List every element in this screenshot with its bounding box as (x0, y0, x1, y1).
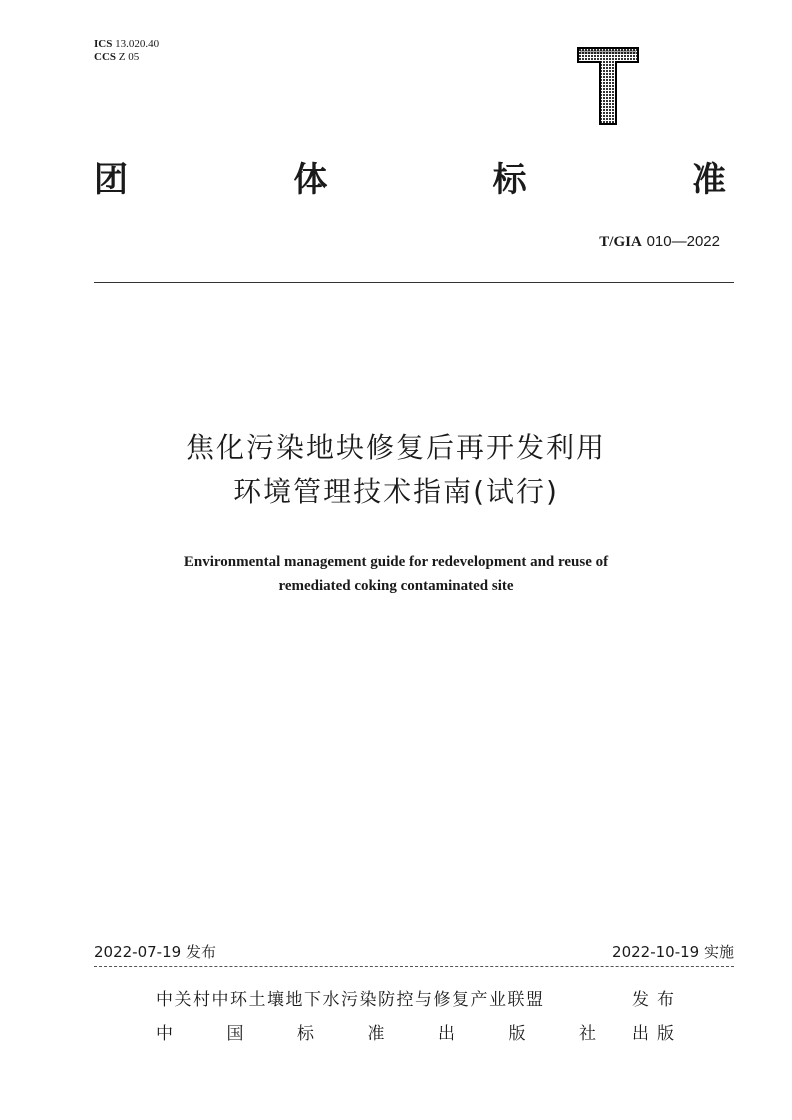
publish-date: 2022-07-19 发布 (94, 943, 216, 961)
standard-number (599, 231, 720, 252)
press-char: 出 (438, 1024, 455, 1044)
ccs-code: CCS Z 05 (94, 51, 140, 63)
issuer-action: 发布 (632, 990, 682, 1010)
standard-number-prefix: T/GIA (599, 234, 642, 250)
english-title-line-1: Environmental management guide for redevelopment and reuse of (183, 554, 609, 570)
ics-code: ICS 13.020.40 (94, 38, 160, 50)
bottom-divider (94, 966, 734, 967)
press-char: 准 (367, 1024, 385, 1044)
implementation-date: 2022-10-19 实施 (612, 943, 734, 961)
issuer-name: 中关村中环土壤地下水污染防控与修复产业联盟 (156, 990, 545, 1010)
chinese-title (0, 426, 792, 514)
press-char: 社 (579, 1024, 596, 1044)
press-char: 中 (156, 1024, 173, 1044)
standard-type-title (94, 160, 726, 200)
top-divider (94, 282, 734, 283)
standard-type-char: 准 (691, 160, 726, 200)
press-char: 版 (508, 1024, 526, 1044)
press-name (156, 1023, 596, 1045)
english-title (0, 550, 792, 598)
chinese-title-line-1: 焦化污染地块修复后再开发利用 (185, 431, 606, 464)
press-char: 国 (226, 1024, 244, 1044)
standard-type-char: 团 (94, 160, 128, 200)
classification-codes (94, 38, 159, 64)
standard-number-value: 010—2022 (646, 233, 720, 250)
press-char: 标 (297, 1024, 314, 1044)
press-action: 出版 (632, 1024, 682, 1044)
standard-type-char: 体 (293, 160, 328, 200)
standard-type-t-logo-icon (576, 46, 640, 126)
english-title-line-2: remediated coking contaminated site (278, 578, 514, 594)
chinese-title-line-2: 环境管理技术指南(试行) (233, 475, 559, 508)
standard-type-char: 标 (492, 160, 527, 200)
